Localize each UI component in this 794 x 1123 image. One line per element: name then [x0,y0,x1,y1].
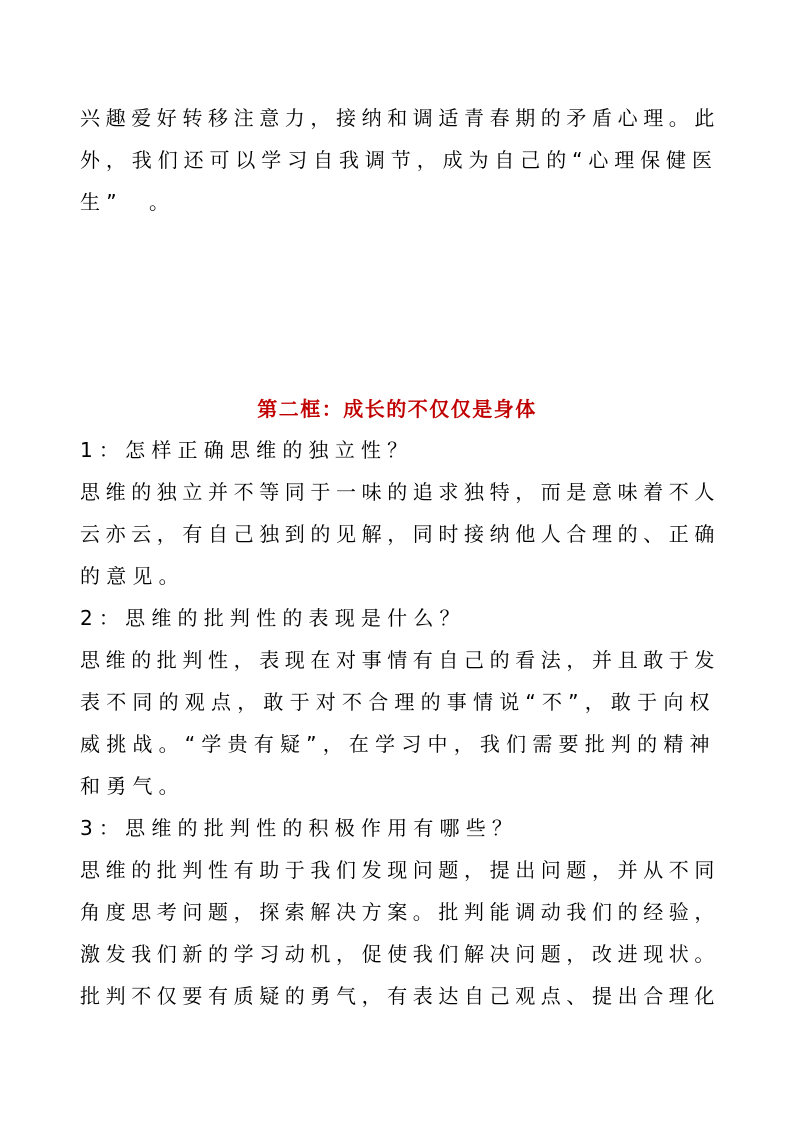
answer-line: 思维的独立并不等同于一味的追求独特，而是意味着不人 [80,480,720,504]
question-heading: 2：思维的批判性的表现是什么？ [80,606,466,630]
paragraph-line: 生” 。 [80,190,176,214]
answer-line: 威挑战。“学贵有疑”，在学习中，我们需要批判的精神 [80,732,716,756]
answer-line: 和勇气。 [80,774,185,798]
answer-line: 角度思考问题，探索解决方案。批判能调动我们的经验， [80,900,720,924]
answer-line: 激发我们新的学习动机，促使我们解决问题，改进现状。 [80,942,720,966]
paragraph-line: 外，我们还可以学习自我调节，成为自己的“心理保健医 [80,148,718,172]
answer-line: 云亦云，有自己独到的见解，同时接纳他人合理的、正确 [80,522,720,546]
answer-line: 表不同的观点，敢于对不合理的事情说“不”，敢于向权 [80,690,716,714]
paragraph-line: 兴趣爱好转移注意力，接纳和调适青春期的矛盾心理。此 [80,106,720,130]
question-heading: 1：怎样正确思维的独立性？ [80,438,414,462]
answer-line: 的意见。 [80,564,185,588]
answer-line: 思维的批判性，表现在对事情有自己的看法，并且敢于发 [80,648,720,672]
answer-line: 思维的批判性有助于我们发现问题，提出问题，并从不同 [80,858,720,882]
question-heading: 3：思维的批判性的积极作用有哪些？ [80,816,519,840]
section-title: 第二框：成长的不仅仅是身体 [257,397,537,421]
answer-line: 批判不仅要有质疑的勇气，有表达自己观点、提出合理化 [80,984,720,1008]
